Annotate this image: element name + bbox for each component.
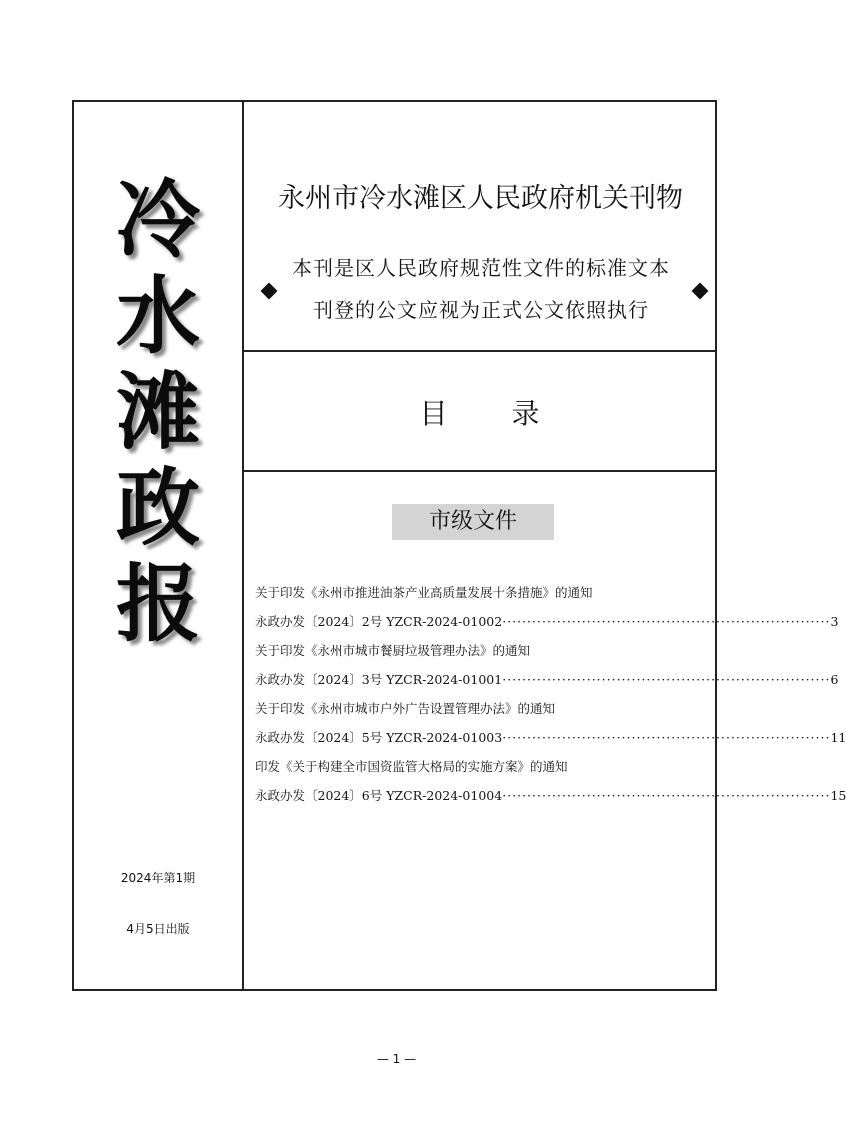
masthead-char: 报: [115, 555, 200, 653]
toc-entry-ref: 永政办发〔2024〕2号 YZCR-2024-01002: [255, 614, 503, 629]
masthead-char: 政: [115, 459, 200, 557]
toc-entry-title[interactable]: 关于印发《永州市推进油茶产业高质量发展十条措施》的通知: [255, 585, 593, 600]
notice-line-2: 刊登的公文应视为正式公文依照执行: [313, 298, 649, 322]
toc-entry[interactable]: [255, 752, 846, 810]
masthead-char: 冷: [115, 171, 200, 269]
toc-entry-ref-line: [255, 781, 846, 810]
toc-header-box: [242, 350, 717, 472]
publication-date: 4月5日出版: [126, 922, 190, 936]
toc-entry-ref-line: [255, 665, 839, 694]
page-number: — 1 —: [376, 1052, 417, 1066]
toc-entry[interactable]: [255, 578, 839, 636]
toc-entry-ref-line: [255, 607, 839, 636]
leader-dots: ··································································: [502, 614, 831, 629]
issue-number: 2024年第1期: [120, 871, 196, 885]
toc-entry-page: 11: [830, 730, 846, 745]
toc-entry-ref: 永政办发〔2024〕6号 YZCR-2024-01004: [255, 788, 503, 803]
toc-entry-title[interactable]: 印发《关于构建全市国资监管大格局的实施方案》的通知: [255, 759, 568, 774]
toc-entry[interactable]: [255, 636, 839, 694]
publication-title: 永州市冷水滩区人民政府机关刊物: [278, 183, 683, 214]
toc-entry-title[interactable]: 关于印发《永州市城市户外广告设置管理办法》的通知: [255, 701, 556, 716]
toc-title: 目录: [419, 397, 604, 430]
toc-entry-ref: 永政办发〔2024〕5号 YZCR-2024-01003: [255, 730, 503, 745]
toc-entry-ref-line: [255, 723, 846, 752]
toc-entry[interactable]: [255, 694, 846, 752]
toc-entry-page: 3: [830, 614, 839, 629]
masthead-title: [74, 172, 242, 652]
toc-entry-ref: 永政办发〔2024〕3号 YZCR-2024-01001: [255, 672, 503, 687]
notice-line-1: 本刊是区人民政府规范性文件的标准文本: [292, 256, 670, 280]
toc-entry-title[interactable]: 关于印发《永州市城市餐厨垃圾管理办法》的通知: [255, 643, 531, 658]
toc-entry-page: 15: [830, 788, 846, 803]
leader-dots: ··································································: [502, 788, 831, 803]
masthead-column: [72, 100, 244, 991]
section-badge: 市级文件: [392, 504, 554, 540]
leader-dots: ··································································: [502, 730, 831, 745]
toc-list: [255, 578, 846, 810]
toc-entry-page: 6: [830, 672, 839, 687]
masthead-char: 滩: [115, 363, 200, 461]
masthead-char: 水: [115, 267, 200, 365]
leader-dots: ··································································: [502, 672, 831, 687]
